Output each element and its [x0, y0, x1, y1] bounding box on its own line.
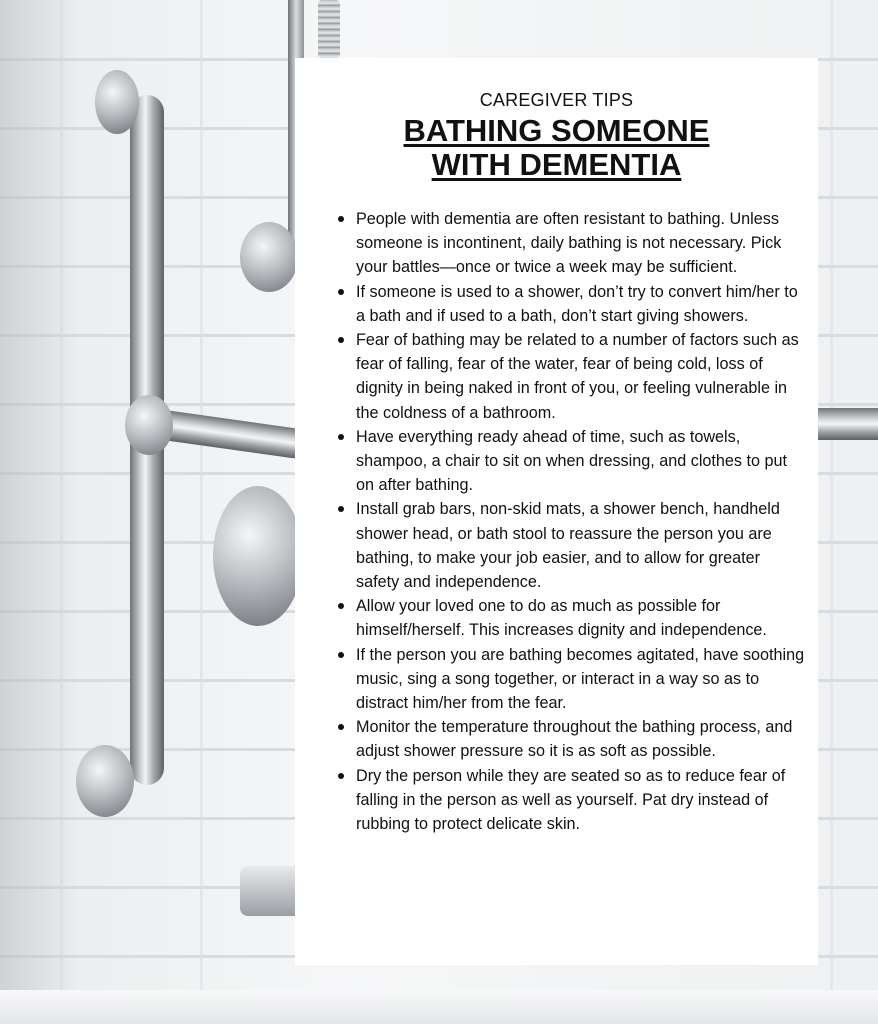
tile-grout-line [200, 0, 203, 1024]
tub-spout [240, 866, 300, 916]
tips-card [295, 58, 818, 965]
tip-item: Allow your loved one to do as much as possible for himself/herself. This increases dignity and independence. [356, 594, 806, 642]
tip-item: Install grab bars, non-skid mats, a shower bench, handheld shower head, or bath stool to reassure the person you are bathing, to make your job easier, and to allow for greater safety and independence. [356, 497, 806, 594]
tip-item: If the person you are bathing becomes agitated, have soothing music, sing a song together, or interact in a way so as to distract him/her from the fear. [356, 643, 806, 716]
card-kicker: CAREGIVER TIPS [479, 90, 634, 110]
title-line-1: BATHING SOMEONE [403, 113, 710, 148]
tip-item: Monitor the temperature throughout the bathing process, and adjust shower pressure so it is as soft as possible. [356, 715, 806, 763]
tip-item: If someone is used to a shower, don’t try to convert him/her to a bath and if used to a bath, don’t start giving showers. [356, 280, 806, 328]
grab-bar-top-flange [95, 70, 139, 134]
tip-item: Fear of bathing may be related to a number of factors such as fear of falling, fear of the water, fear of being cold, loss of dignity in being naked in front of you, or feeling vulnerable in the coldness of a bathroom. [356, 328, 806, 425]
right-grab-bar [818, 408, 878, 440]
wall-shadow [0, 0, 80, 1024]
faucet-handle [213, 486, 303, 626]
tile-grout-line [830, 0, 833, 1024]
pipe-flange [240, 222, 298, 292]
card-title [295, 114, 818, 182]
tip-item: Have everything ready ahead of time, such as towels, shampoo, a chair to sit on when dressing, and clothes to put on after bathing. [356, 425, 806, 498]
horizontal-grab-bar [148, 408, 311, 460]
bathtub-rim [0, 990, 878, 1024]
grab-bar-bottom-flange [76, 745, 134, 817]
shower-hose [318, 0, 340, 58]
title-line-2: WITH DEMENTIA [431, 147, 682, 182]
tip-item: People with dementia are often resistant to bathing. Unless someone is incontinent, daily bathing is not necessary. Pick your battles—once or twice a week may be sufficient. [356, 207, 806, 280]
tips-list [333, 207, 806, 836]
tip-item: Dry the person while they are seated so as to reduce fear of falling in the person as well as yourself. Pat dry instead of rubbing to protect delicate skin. [356, 764, 806, 837]
grab-bar-middle-flange [125, 395, 173, 455]
